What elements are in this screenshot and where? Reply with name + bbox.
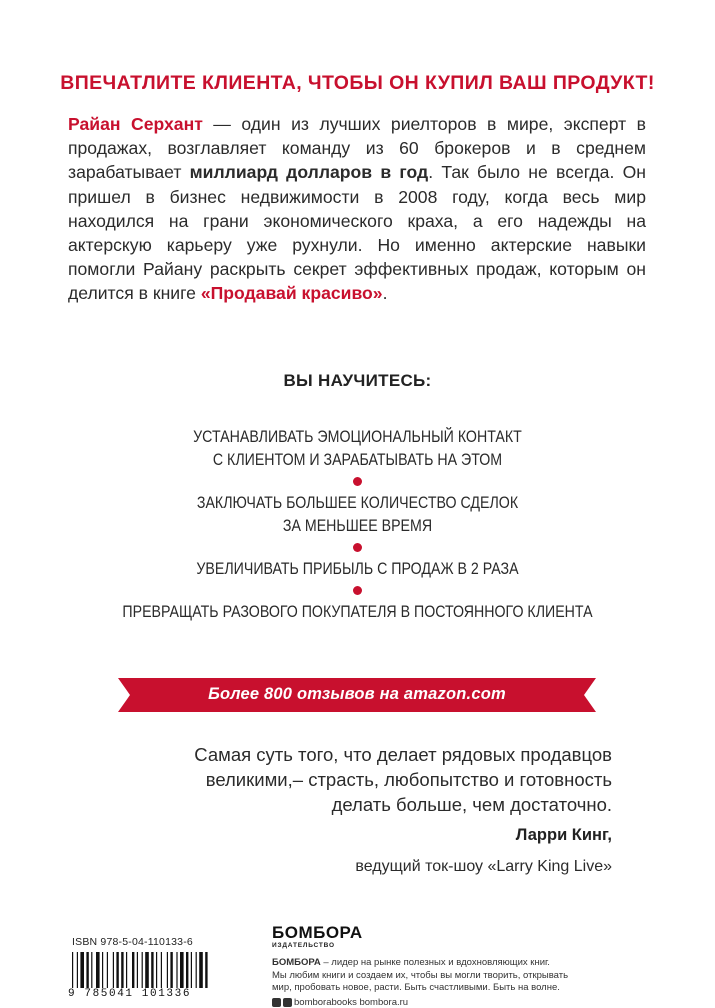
quote-author-role: ведущий ток-шоу «Larry King Live» bbox=[355, 858, 612, 875]
quote bbox=[120, 742, 612, 817]
skill-line: УСТАНАВЛИВАТЬ ЭМОЦИОНАЛЬНЫЙ КОНТАКТ bbox=[193, 428, 522, 446]
skill-line: С КЛИЕНТОМ И ЗАРАБАТЫВАТЬ НА ЭТОМ bbox=[212, 451, 503, 469]
barcode-digits: 9 785041 101336 bbox=[68, 988, 192, 1000]
publisher-social-text: bomborabooks bombora.ru bbox=[294, 996, 409, 1008]
intro-text-1: — один из лучших риелторов в мире, эксперт в продажах, возглавляет команду из 60 брокеров и в среднем зарабатывает bbox=[68, 114, 646, 183]
publisher-block bbox=[272, 924, 572, 1008]
skill-line: ЗАКЛЮЧАТЬ БОЛЬШЕЕ КОЛИЧЕСТВО СДЕЛОК bbox=[196, 494, 519, 512]
bullet-dot-icon bbox=[353, 477, 362, 486]
publisher-text-2: Мы любим книги и создаем их, чтобы вы могли творить, открывать bbox=[272, 969, 569, 981]
skills-list bbox=[0, 426, 715, 624]
skill-item bbox=[50, 492, 665, 538]
isbn: ISBN 978-5-04-110133-6 bbox=[72, 936, 193, 948]
publisher-logo-sub: ИЗДАТЕЛЬСТВО bbox=[272, 942, 335, 949]
publisher-text-1: – лидер на рынке полезных и вдохновляющих книг. bbox=[320, 957, 550, 968]
reviews-banner-text: Более 800 отзывов на amazon.com bbox=[208, 685, 506, 703]
quote-author: Ларри Кинг, bbox=[515, 826, 612, 844]
learn-title: ВЫ НАУЧИТЕСЬ: bbox=[283, 371, 432, 390]
intro-text-2: . Так было не всегда. Он пришел в бизнес недвижимости в 2008 году, когда весь мир находился на грани экономического краха, а его надежды на актерскую карьеру уже рухнули. Но именно актерские навыки помогли Райану раскрыть секрет эффективных продаж, которым он делится в книге bbox=[68, 162, 647, 304]
skill-item bbox=[50, 558, 665, 581]
book-title: «Продавай красиво» bbox=[200, 283, 383, 304]
publisher-logo: БОМБОРА bbox=[272, 923, 363, 942]
skill-line: ПРЕВРАЩАТЬ РАЗОВОГО ПОКУПАТЕЛЯ В ПОСТОЯННОГО КЛИЕНТА bbox=[122, 603, 593, 621]
intro-end: . bbox=[382, 283, 388, 304]
bullet-dot-icon bbox=[353, 543, 362, 552]
social-icon bbox=[283, 998, 292, 1007]
publisher-lead: БОМБОРА bbox=[272, 957, 321, 968]
reviews-banner bbox=[118, 678, 596, 712]
skill-line: ЗА МЕНЬШЕЕ ВРЕМЯ bbox=[282, 517, 433, 535]
skill-item bbox=[50, 601, 665, 624]
headline: ВПЕЧАТЛИТЕ КЛИЕНТА, ЧТОБЫ ОН КУПИЛ ВАШ ПРОДУКТ! bbox=[60, 72, 655, 94]
author-name: Райан Серхант bbox=[68, 114, 203, 134]
quote-line: делать больше, чем достаточно. bbox=[331, 794, 612, 815]
intro-paragraph bbox=[68, 112, 646, 306]
publisher-text-3: мир, пробовать новое, расти. Быть счастливыми. Быть на волне. bbox=[272, 982, 560, 993]
barcode-block bbox=[68, 936, 264, 1000]
skill-item bbox=[50, 426, 665, 472]
barcode-icon bbox=[72, 952, 260, 988]
quote-line: великими,– страсть, любопытство и готовность bbox=[205, 769, 612, 790]
publisher-social bbox=[272, 997, 572, 1008]
bullet-dot-icon bbox=[353, 586, 362, 595]
publisher-description bbox=[272, 957, 572, 995]
intro-highlight: миллиард долларов в год bbox=[189, 162, 429, 183]
skill-line: УВЕЛИЧИВАТЬ ПРИБЫЛЬ С ПРОДАЖ В 2 РАЗА bbox=[196, 560, 519, 578]
quote-line: Самая суть того, что делает рядовых продавцов bbox=[194, 744, 612, 765]
social-icon bbox=[272, 998, 281, 1007]
